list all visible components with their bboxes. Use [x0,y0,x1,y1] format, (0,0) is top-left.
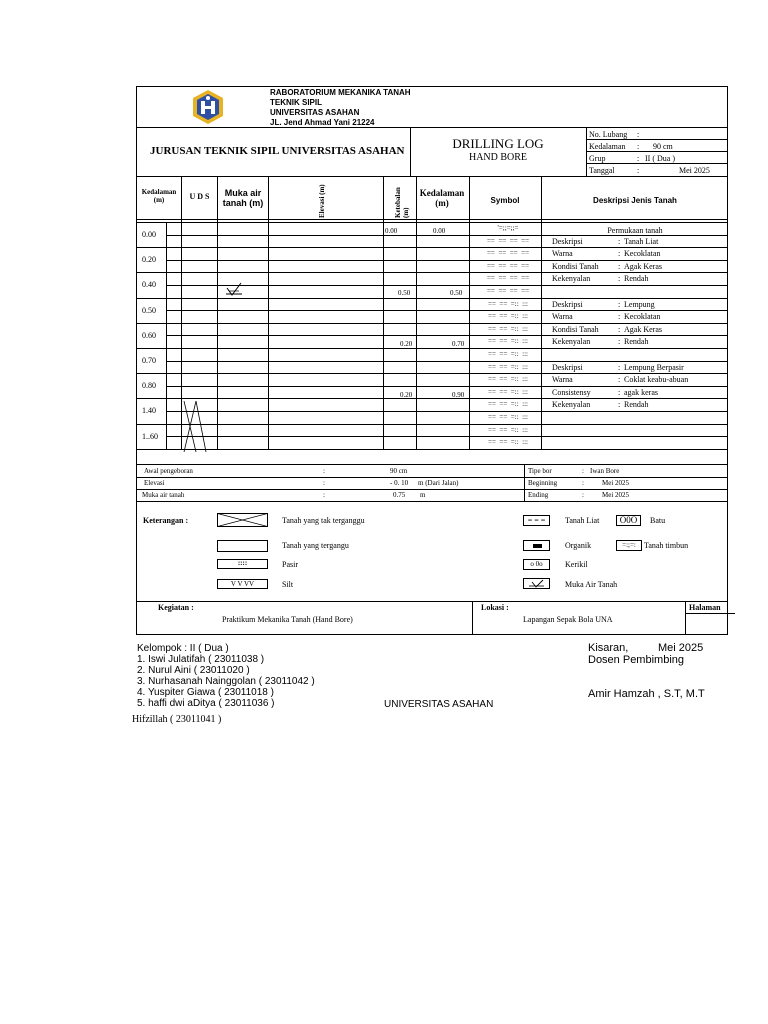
grid-line [166,424,728,425]
lokasi-value: Lapangan Sepak Bola UNA [523,615,613,624]
desc-value: Agak Keras [624,325,662,334]
depth-label: 0.40 [142,280,156,289]
symbol-row: == == =:: ::: [488,325,528,333]
tipe-label: Tipe bor [528,467,552,475]
sep: : [323,491,325,499]
symbol-row: == == =:: ::: [488,400,528,408]
grid-line [217,176,218,449]
grid-line [166,310,728,311]
sep: : [582,479,584,487]
elevasi-note: m (Dari Jalan) [418,479,459,487]
sign-date: Mei 2025 [658,642,704,654]
info-label: Grup [589,154,606,163]
desc-value: Lempung Berpasir [624,363,684,372]
info-value: 90 cm [653,142,673,151]
grid-line [166,436,728,437]
ketebalan-value: 0.50 [398,289,411,297]
symbol-row: == == =:: ::: [488,337,528,345]
desc-label: Warna [552,249,573,258]
desc-label: Kondisi Tanah [552,325,599,334]
undisturbed-icon [217,513,268,527]
grid-line [166,386,728,387]
legend-muka-air: Muka Air Tanah [565,580,618,589]
legend-silt: Silt [282,580,294,589]
desc-label: Deskripsi [552,363,583,372]
info-block [589,129,727,177]
symbol-row: == == =:: ::: [488,300,528,308]
lab-address: JL. Jend Ahmad Yani 21224 [270,118,375,127]
col-muka-air: Muka air tanah (m) [222,188,264,208]
desc-sep: : [618,237,621,246]
sign-role: Dosen Pembimbing [588,654,684,666]
grid-line [166,373,728,374]
grid-line [166,285,728,286]
grid-line [166,323,728,324]
elevasi-value: - 0. 10 [390,479,409,487]
info-label: Tanggal [589,166,615,175]
symbol-row: == == =:: ::: [488,363,528,371]
symbol-row: == == == == [486,287,530,295]
sep: : [323,467,325,475]
water-table-icon [224,282,244,298]
desc-label: Warna [552,312,573,321]
grid-line [166,235,728,236]
gravel-icon: o 0o [523,559,550,570]
col-deskripsi: Deskripsi Jenis Tanah [593,196,677,205]
grid-line [383,176,384,449]
desc-value: Rendah [624,274,649,283]
lokasi-label: Lokasi : [481,603,509,612]
desc-label: Kekenyalan [552,274,591,283]
col-symbol: Symbol [490,196,520,205]
disturbed-icon [217,540,268,552]
grid-line [136,272,166,273]
university-sign: UNIVERSITAS ASAHAN [384,699,494,710]
desc-sep: : [618,363,621,372]
sep: : [582,491,584,499]
depth-label: 1.40 [142,406,156,415]
muka-value: 0.75 [393,491,406,499]
desc-sep: : [618,337,621,346]
symbol-row: == == =:: ::: [488,350,528,358]
tipe-value: Iwan Bore [590,467,620,475]
ketebalan-value: 0.20 [400,391,413,399]
kegiatan-value: Praktikum Mekanika Tanah (Hand Bore) [222,615,353,624]
ketebalan-value: 0.20 [400,340,413,348]
end-value: Mei 2025 [602,491,630,499]
symbol-row: == == =:: ::: [488,312,528,320]
legend-kerikil: Kerikil [565,560,588,569]
log-title: DRILLING LOG [452,136,544,151]
ketebalan-value: 0.00 [385,227,398,235]
legend-pasir: Pasir [282,560,298,569]
desc-sep: : [618,400,621,409]
surface-label: Permukaan tanah [607,226,663,235]
desc-sep: : [618,375,621,384]
desc-value: Rendah [624,400,649,409]
desc-label: Kondisi Tanah [552,262,599,271]
halaman-label: Halaman [689,603,721,612]
rock-icon: O0O [616,515,641,526]
col-kedalaman: Kedalaman (m) [141,188,177,204]
awal-value: 90 cm [390,467,408,475]
desc-sep: : [618,312,621,321]
grid-line [166,411,728,412]
desc-label: Kekenyalan [552,337,591,346]
desc-sep: : [618,325,621,334]
depth-label: 0.60 [142,331,156,340]
depth-label: 0.80 [142,381,156,390]
legend-liat: Tanah Liat [565,516,600,525]
kedalaman-value: 0.00 [433,227,446,235]
desc-value: Lempung [624,300,655,309]
col-ketebalan: Ketebalan (m) [394,187,410,218]
group-title: Kelompok : II ( Dua ) [137,643,229,654]
member-item: 5. haffi dwi aDitya ( 23011036 ) [137,698,275,709]
grid-line [166,335,728,336]
desc-value: Kecoklatan [624,312,661,321]
legend-timbun: Tanah timbun [644,541,689,550]
kedalaman-value: 0.70 [452,340,465,348]
sep: : [323,479,325,487]
sand-icon: :::: [217,559,268,569]
elevasi-label: Elevasi [144,479,165,487]
desc-label: Deskripsi [552,237,583,246]
info-value: Mei 2025 [679,166,710,175]
grid-line [166,260,728,261]
symbol-row: '=;;=;;= [497,224,519,232]
member-item: 1. Iswi Julatifah ( 23011038 ) [137,654,265,665]
muka-unit: m [420,491,426,499]
desc-sep: : [618,249,621,258]
info-sep: : [637,166,640,175]
info-label: No. Lubang [589,130,628,139]
grid-line [166,398,728,399]
lab-header [270,88,411,128]
grid-line [166,247,728,248]
legend-batu: Batu [650,516,666,525]
grid-line [136,323,166,324]
grid-line [136,398,166,399]
grid-line [166,348,728,349]
symbol-row: == == =:: ::: [488,413,528,421]
end-label: Ending [528,491,549,499]
depth-label: 0.50 [142,306,156,315]
member-item: 3. Nurhasanah Nainggolan ( 23011042 ) [137,676,315,687]
grid-line [166,272,728,273]
grid-line [136,247,166,248]
col-uds: U D S [189,192,210,201]
info-label: Kedalaman [589,142,626,151]
symbol-row: == == =:: ::: [488,388,528,396]
info-sep: : [637,142,640,151]
desc-value: Kecoklatan [624,249,661,258]
sign-place: Kisaran, [588,642,629,654]
grid-line [136,298,166,299]
desc-label: Consistensy [552,388,591,397]
kedalaman-value: 0.50 [450,289,463,297]
symbol-row: == == =:: ::: [488,375,528,383]
begin-label: Beginning [528,479,558,487]
symbol-row: == == == == [486,262,530,270]
grid-line [541,176,542,449]
depth-label: 0.20 [142,255,156,264]
lab-name: RABORATORIUM MEKANIKA TANAH [270,88,411,97]
info-sep: : [637,154,640,163]
department-title: JURUSAN TEKNIK SIPIL UNIVERSITAS ASAHAN [150,145,405,157]
info-sep: : [637,130,640,139]
info-value: II ( Dua ) [645,154,675,163]
desc-value: Rendah [624,337,649,346]
desc-value: Tanah Liat [624,237,659,246]
desc-sep: : [618,300,621,309]
kegiatan-label: Kegiatan : [158,603,194,612]
water-table-legend-icon [523,578,550,589]
lab-dept: TEKNIK SIPIL [270,98,323,107]
symbol-row: == == =:: ::: [488,438,528,446]
symbol-row: == == == == [486,274,530,282]
grid-line [469,176,470,449]
muka-label: Muka air tanah [142,491,185,499]
fill-soil-icon: =:;=: [616,540,642,551]
grid-line [136,373,166,374]
clay-icon: = = = [523,515,550,526]
legend-tak-terganggu: Tanah yang tak terganggu [282,516,365,525]
depth-label: 0.00 [142,230,156,239]
desc-value: Agak Keras [624,262,662,271]
grid-line [136,348,166,349]
desc-sep: : [618,274,621,283]
grid-line [268,176,269,449]
desc-label: Deskripsi [552,300,583,309]
member-item: 2. Nurul Aini ( 23011020 ) [137,665,250,676]
desc-sep: : [618,388,621,397]
symbol-row: == == == == [486,249,530,257]
grid-line [136,424,166,425]
group-block [137,643,315,709]
lab-univ: UNIVERSITAS ASAHAN [270,108,360,117]
kedalaman-value: 0.90 [452,391,465,399]
col-kedalaman2: Kedalaman (m) [419,188,465,208]
legend-organik: Organik [565,541,592,550]
uds-sample-marks [182,401,208,452]
university-logo [190,88,226,126]
col-elevasi: Elevasi (m) [318,184,326,218]
silt-icon: V V VV [217,579,268,589]
awal-label: Awal pengeboran [144,467,193,475]
desc-value: Coklat keabu-abuan [624,375,689,384]
legend-title: Keterangan : [143,516,189,525]
depth-label: 1..60 [142,432,158,441]
desc-sep: : [618,262,621,271]
sep: : [582,467,584,475]
sign-name: Amir Hamzah , S.T, M.T [588,688,705,700]
grid-line [166,361,728,362]
desc-label: Kekenyalan [552,400,591,409]
grid-line [416,176,417,449]
log-subtitle: HAND BORE [468,152,528,163]
symbol-row: == == =:: ::: [488,426,528,434]
desc-label: Warna [552,375,573,384]
grid-line [136,449,728,450]
depth-label: 0.70 [142,356,156,365]
organic-icon [523,540,550,551]
grid-line [166,298,728,299]
begin-value: Mei 2025 [602,479,630,487]
desc-value: agak keras [624,388,658,397]
member-item: 4. Yuspiter Giawa ( 23011018 ) [137,687,274,698]
symbol-row: == == == == [486,237,530,245]
member-extra: Hifzillah ( 23011041 ) [132,714,222,725]
legend-terganggu: Tanah yang tergangu [282,541,349,550]
